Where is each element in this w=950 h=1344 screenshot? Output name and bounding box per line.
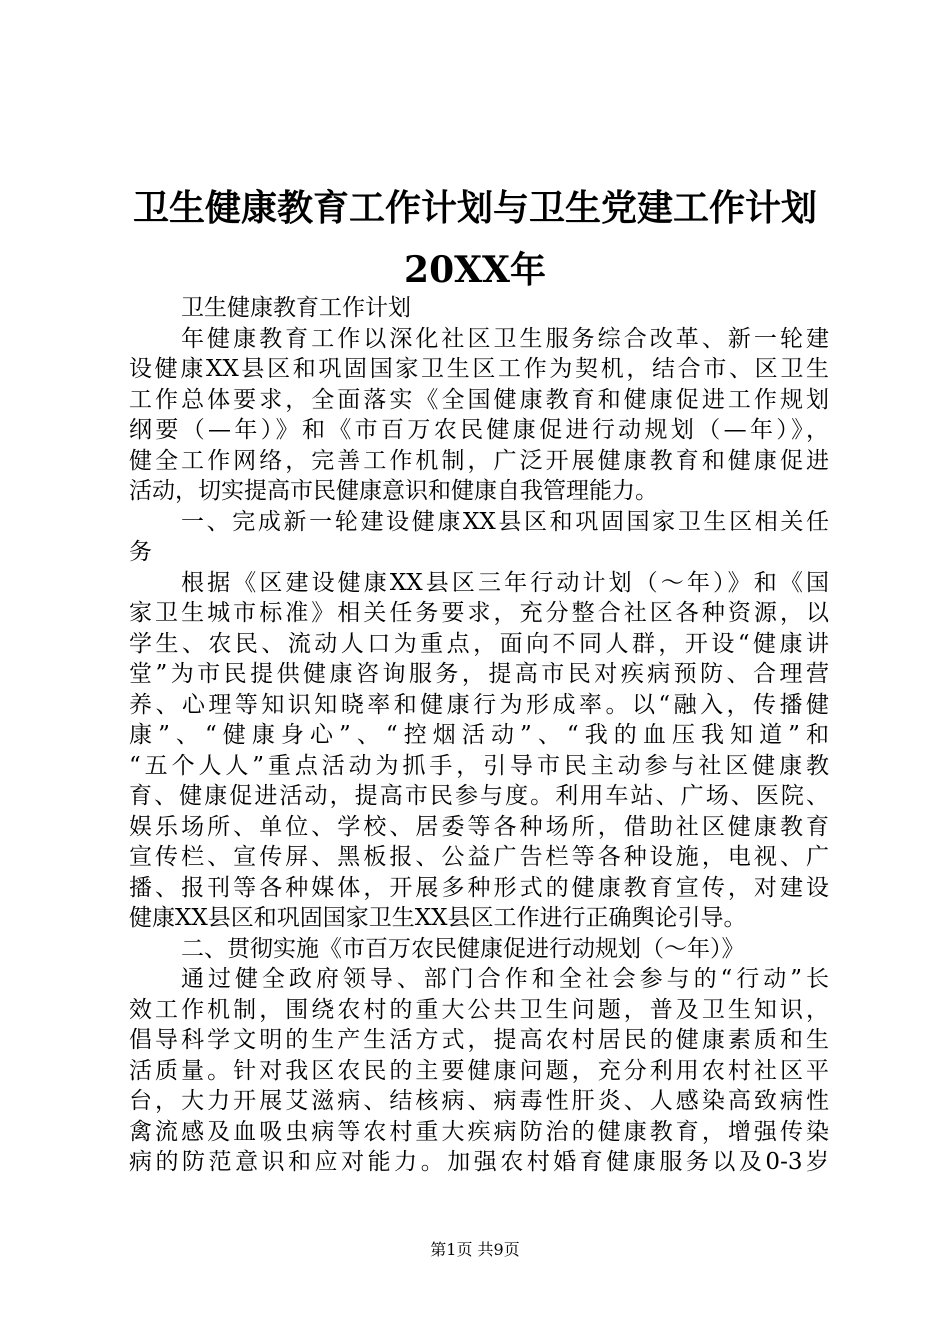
paragraph-line: 禽流感及血吸虫病等农村重大疾病防治的健康教育，增强传染 [129, 1118, 829, 1145]
paragraph-line: 活质量。针对我区农民的主要健康问题，充分利用农村社区平 [129, 1057, 829, 1084]
paragraph-line: 娱乐场所、单位、学校、居委等各种场所，借助社区健康教育 [129, 813, 829, 840]
page-number-footer: 第1页 共9页 [430, 1240, 520, 1259]
paragraph-line: “五个人人”重点活动为抓手，引导市民主动参与社区健康教 [129, 752, 829, 779]
paragraph-line: 健康XX县区和巩固国家卫生XX县区工作进行正确舆论引导。 [129, 905, 747, 931]
paragraph-line: 健全工作网络，完善工作机制，广泛开展健康教育和健康促进 [129, 447, 829, 474]
paragraph-line: 效工作机制，围绕农村的重大公共卫生问题，普及卫生知识， [129, 996, 829, 1023]
document-title: 卫生健康教育工作计划与卫生党建工作计划 [132, 187, 817, 229]
paragraph-line: 工作总体要求，全面落实《全国健康教育和健康促进工作规划 [129, 386, 829, 413]
paragraph-line: 台，大力开展艾滋病、结核病、病毒性肝炎、人感染高致病性 [129, 1088, 829, 1114]
document-title-year: 20XX年 [404, 249, 546, 291]
paragraph-line: 病的防范意识和应对能力。加强农村婚育健康服务以及0-3岁 [129, 1149, 829, 1175]
paragraph-line: 家卫生城市标准》相关任务要求，充分整合社区各种资源，以 [129, 600, 829, 626]
paragraph-line: 育、健康促进活动，提高市民参与度。利用车站、广场、医院、 [129, 783, 829, 809]
paragraph-line: 堂”为市民提供健康咨询服务，提高市民对疾病预防、合理营 [129, 661, 829, 687]
section-heading: 务 [129, 539, 152, 565]
paragraph-line: 宣传栏、宣传屏、黑板报、公益广告栏等各种设施，电视、广 [129, 844, 829, 870]
section-heading: 卫生健康教育工作计划 [181, 295, 411, 321]
paragraph-line: 学生、农民、流动人口为重点，面向不同人群，开设“健康讲 [129, 630, 829, 657]
paragraph-line: 设健康XX县区和巩固国家卫生区工作为契机，结合市、区卫生 [129, 356, 829, 382]
paragraph-line: 活动，切实提高市民健康意识和健康自我管理能力。 [129, 478, 658, 504]
section-heading: 二、贯彻实施《市百万农民健康促进行动规划（～年）》 [181, 935, 745, 962]
paragraph-line: 根据《区建设健康XX县区三年行动计划（～年）》和《国 [181, 569, 829, 596]
paragraph-line: 播、报刊等各种媒体，开展多种形式的健康教育宣传，对建设 [129, 874, 829, 901]
paragraph-line: 养、心理等知识知晓率和健康行为形成率。以“融入，传播健 [129, 691, 829, 718]
paragraph-line: 通过健全政府领导、部门合作和全社会参与的“行动”长 [181, 966, 829, 992]
paragraph-line: 纲要（—年）》和《市百万农民健康促进行动规划（—年）》， [129, 417, 829, 443]
document-body [129, 293, 829, 1178]
paragraph-line: 倡导科学文明的生产生活方式，提高农村居民的健康素质和生 [129, 1027, 829, 1053]
paragraph-line: 年健康教育工作以深化社区卫生服务综合改革、新一轮建 [181, 325, 829, 352]
paragraph-line: 康”、“健康身心”、“控烟活动”、“我的血压我知道”和 [129, 722, 829, 748]
section-heading: 一、完成新一轮建设健康XX县区和巩固国家卫生区相关任 [181, 508, 829, 535]
